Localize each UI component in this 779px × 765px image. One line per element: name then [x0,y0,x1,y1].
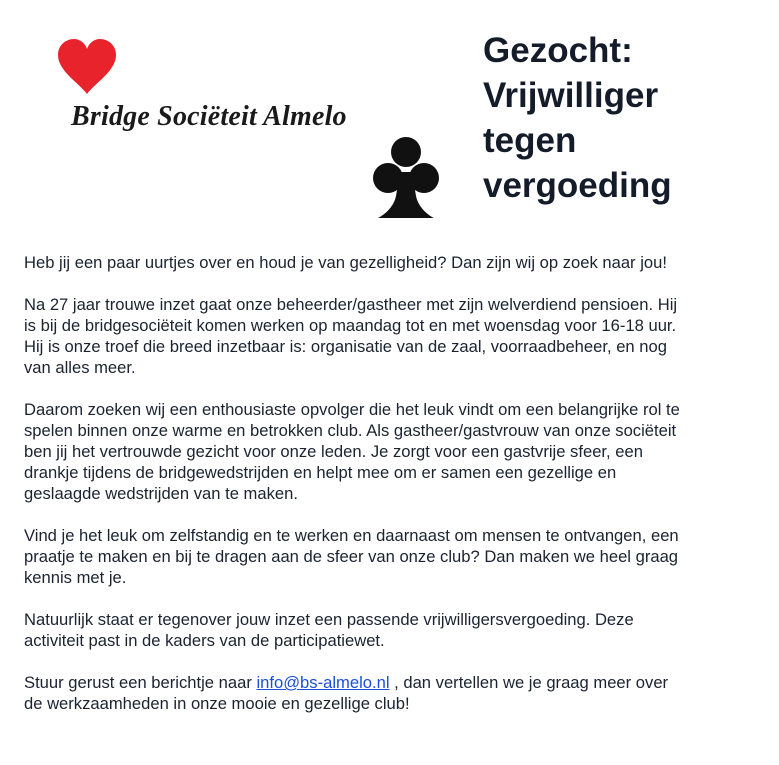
headline-line: Gezocht: [483,31,633,70]
text-line: is bij de bridgesociëteit komen werken op maandag tot en met woensdag voor 16-18 uur. [24,316,677,335]
text-line: ben jij het vertrouwde gezicht voor onze leden. Je zorgt voor een gastvrije sfeer, een [24,442,643,461]
email-link[interactable]: info@bs-almelo.nl [256,673,390,692]
text-line: Natuurlijk staat er tegenover jouw inzet een passende vrijwilligersvergoeding. Deze [24,610,634,629]
text-line: Hij is onze troef die breed inzetbaar is: organisatie van de zaal, voorraadbeheer, en nog [24,337,667,356]
headline-line: Vrijwilliger [483,76,659,115]
text-line: activiteit past in de kaders van de participatiewet. [24,631,385,650]
paragraph-looking-for [24,399,764,504]
paragraph-retirement [24,294,764,378]
paragraph-compensation [24,609,764,651]
paragraph-intro [24,252,764,273]
text-line: Vind je het leuk om zelfstandig en te werken en daarnaast om mensen te ontvangen, een [24,526,679,545]
text-line: geslaagde wedstrijden van te maken. [24,484,298,503]
paragraph-contact [24,672,764,714]
text-line: spelen binnen onze warme en betrokken club. Als gastheer/gastvrouw van onze sociëteit [24,421,677,440]
text-line: Daarom zoeken wij een enthousiaste opvolger die het leuk vindt om een belangrijke rol te [24,400,680,419]
text-line: van alles meer. [24,358,136,377]
headline [483,28,672,208]
text-line: de werkzaamheden in onze mooie en gezellige club! [24,694,410,713]
headline-line: tegen [483,121,577,160]
club-icon [372,134,440,220]
club-logo [50,30,450,220]
paragraph-invitation [24,525,764,588]
logo-text: Bridge Sociëteit Almelo [71,101,347,132]
heart-icon [55,38,119,96]
text-line: drankje tijdens de bridgewedstrijden en helpt mee om er samen een gezellige en [24,463,617,482]
text-line: , dan vertellen we je graag meer over [389,673,669,692]
text-line: praatje te maken en bij te dragen aan de sfeer van onze club? Dan maken we heel graag [24,547,679,566]
text-line: kennis met je. [24,568,127,587]
text-line: Stuur gerust een berichtje naar [24,673,257,692]
text-line: Na 27 jaar trouwe inzet gaat onze beheerder/gastheer met zijn welverdiend pensioen. Hij [24,295,678,314]
body-text [24,252,764,714]
headline-line: vergoeding [483,166,672,205]
text-line: Heb jij een paar uurtjes over en houd je van gezelligheid? Dan zijn wij op zoek naar jou! [24,253,667,272]
